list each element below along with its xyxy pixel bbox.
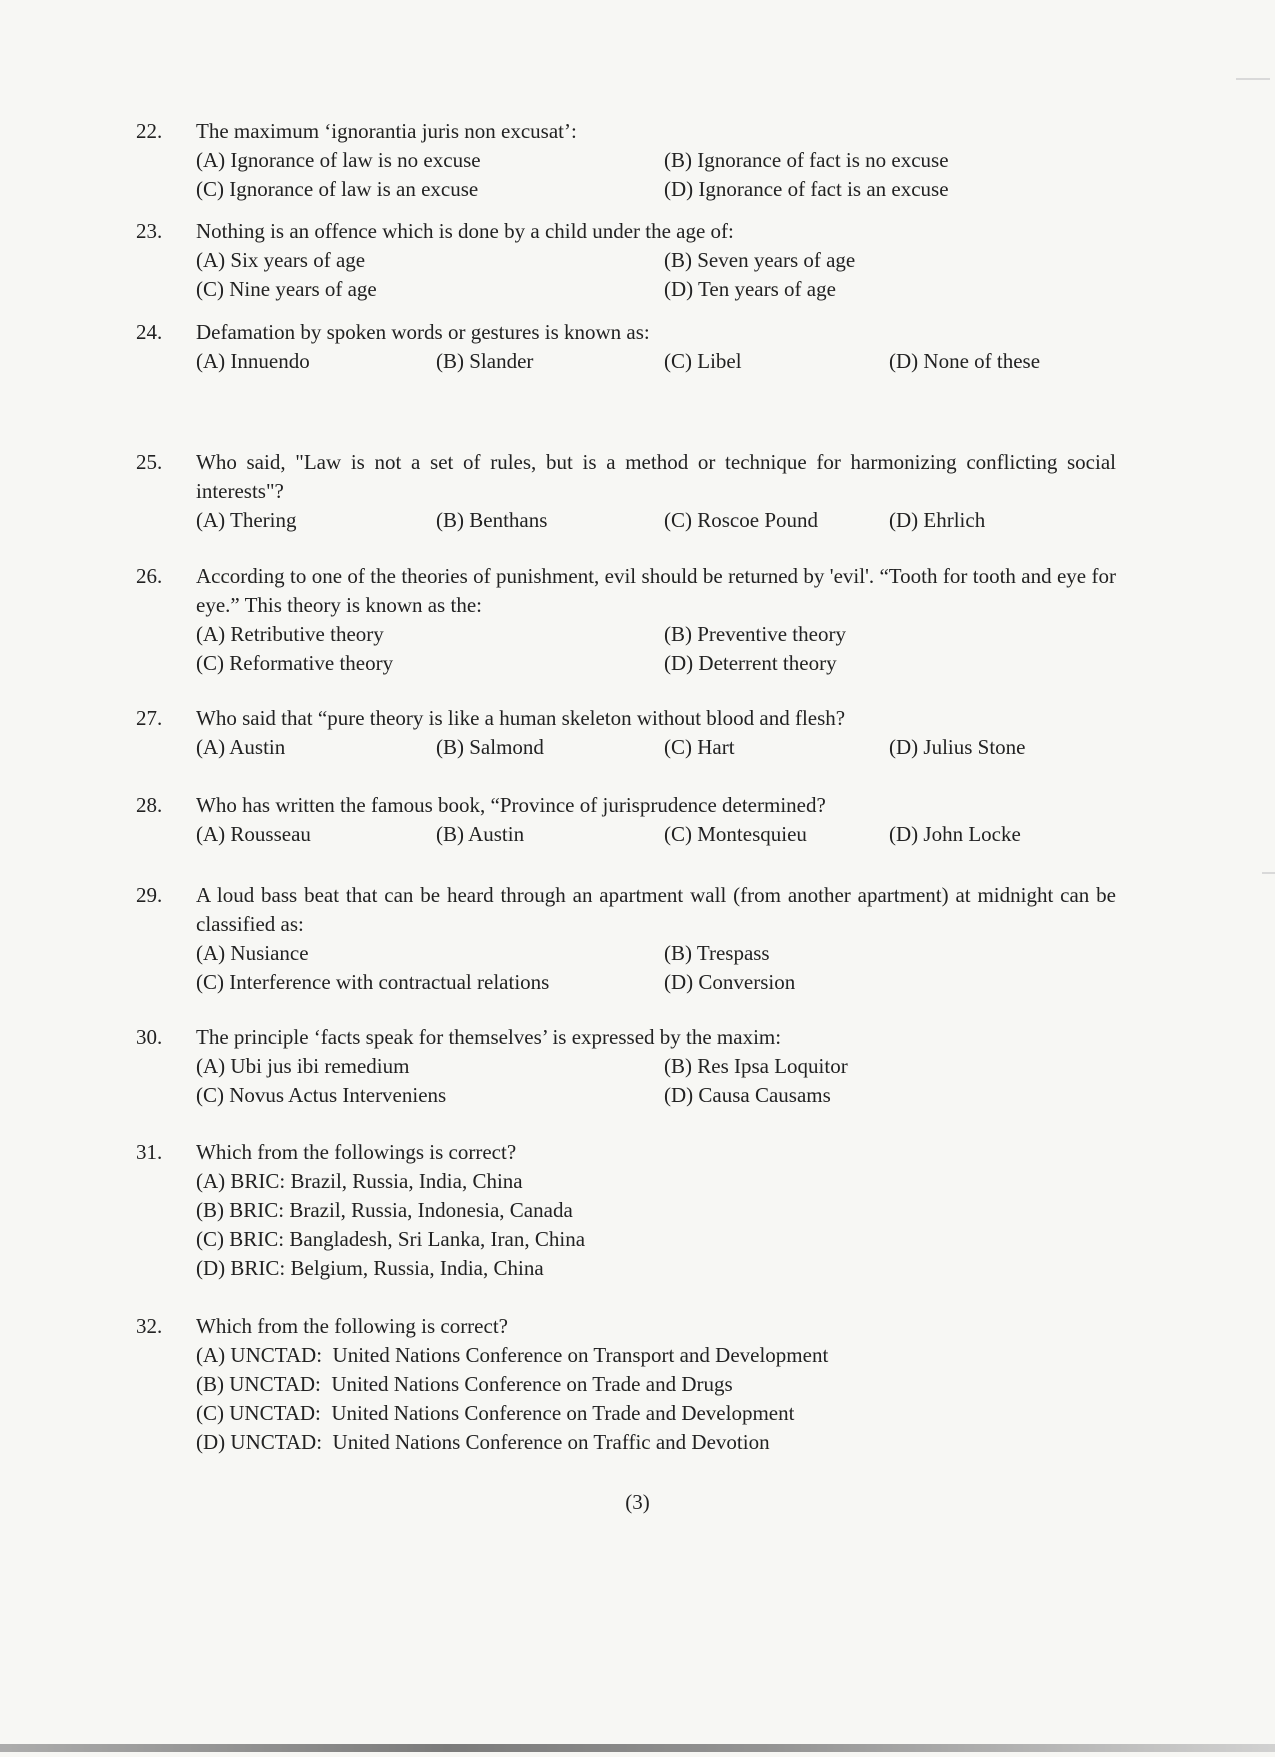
question-27: [136, 704, 1116, 762]
question-number: 29.: [136, 883, 163, 907]
option-c: (C) Reformative theory: [196, 651, 394, 675]
option-d: (D) Julius Stone: [889, 735, 1026, 759]
option-a: (A) BRIC: Brazil, Russia, India, China: [196, 1169, 523, 1193]
option-a: (A) Thering: [196, 508, 297, 532]
option-c: (C) Hart: [664, 735, 735, 759]
option-d: (D) Ehrlich: [889, 508, 986, 532]
question-29: [136, 881, 1116, 997]
question-number: 26.: [136, 564, 163, 588]
question-stem: Who has written the famous book, “Province of jurisprudence determined?: [196, 793, 826, 817]
option-b: (B) Res Ipsa Loquitor: [664, 1054, 848, 1078]
question-number: 32.: [136, 1314, 163, 1338]
option-a: (A) Six years of age: [196, 248, 366, 272]
option-b: (B) Benthans: [436, 508, 548, 532]
question-number: 25.: [136, 450, 163, 474]
option-b: (B) Austin: [436, 822, 525, 846]
option-b: (B) Ignorance of fact is no excuse: [664, 148, 949, 172]
option-c: (C) Montesquieu: [664, 822, 807, 846]
question-23: [136, 217, 1116, 304]
option-b: (B) Seven years of age: [664, 248, 856, 272]
option-d: (D) Causa Causams: [664, 1083, 831, 1107]
option-d: (D) Ten years of age: [664, 277, 836, 301]
question-number: 24.: [136, 320, 163, 344]
question-28: [136, 791, 1116, 849]
option-a: (A) Ubi jus ibi remedium: [196, 1054, 410, 1078]
option-b: (B) UNCTAD: United Nations Conference on Trade and Drugs: [196, 1372, 733, 1396]
question-number: 27.: [136, 706, 163, 730]
question-stem: Which from the following is correct?: [196, 1314, 508, 1338]
option-a: (A) Retributive theory: [196, 622, 384, 646]
option-d: (D) None of these: [889, 349, 1041, 373]
option-c: (C) BRIC: Bangladesh, Sri Lanka, Iran, China: [196, 1227, 586, 1251]
option-a: (A) Innuendo: [196, 349, 310, 373]
question-stem: Nothing is an offence which is done by a child under the age of:: [196, 219, 734, 243]
option-c: (C) Interference with contractual relations: [196, 970, 550, 994]
option-a: (A) Rousseau: [196, 822, 311, 846]
question-31: [136, 1138, 1116, 1283]
scan-mark: [1236, 78, 1270, 80]
question-stem: A loud bass beat that can be heard through an apartment wall (from another apartment) at midnight can be classified as:: [196, 883, 1116, 936]
option-a: (A) Ignorance of law is no excuse: [196, 148, 481, 172]
scan-bottom-edge: [0, 1744, 1275, 1752]
option-c: (C) Novus Actus Interveniens: [196, 1083, 447, 1107]
question-stem: The maximum ‘ignorantia juris non excusat’:: [196, 119, 577, 143]
option-d: (D) BRIC: Belgium, Russia, India, China: [196, 1256, 544, 1280]
scan-mark: [1262, 872, 1275, 874]
option-d: (D) Deterrent theory: [664, 651, 837, 675]
option-c: (C) Roscoe Pound: [664, 508, 818, 532]
option-d: (D) UNCTAD: United Nations Conference on Traffic and Devotion: [196, 1430, 770, 1454]
option-c: (C) Libel: [664, 349, 742, 373]
question-number: 22.: [136, 119, 163, 143]
question-stem: According to one of the theories of punishment, evil should be returned by 'evil'. “Tooth for tooth and eye for eye.” This theory is known as the:: [196, 564, 1116, 617]
option-c: (C) Ignorance of law is an excuse: [196, 177, 479, 201]
question-32: [136, 1312, 1116, 1457]
question-number: 31.: [136, 1140, 163, 1164]
question-number: 23.: [136, 219, 163, 243]
option-b: (B) Slander: [436, 349, 534, 373]
question-stem: Defamation by spoken words or gestures is known as:: [196, 320, 650, 344]
question-25: [136, 448, 1116, 535]
question-30: [136, 1023, 1116, 1110]
question-26: [136, 562, 1116, 678]
question-number: 30.: [136, 1025, 163, 1049]
option-a: (A) UNCTAD: United Nations Conference on Transport and Development: [196, 1343, 829, 1367]
question-22: [136, 117, 1116, 204]
question-stem: The principle ‘facts speak for themselves’ is expressed by the maxim:: [196, 1025, 782, 1049]
option-a: (A) Austin: [196, 735, 286, 759]
question-stem: Who said, "Law is not a set of rules, but is a method or technique for harmonizing conflicting social interests"?: [196, 450, 1116, 503]
option-d: (D) Conversion: [664, 970, 796, 994]
option-a: (A) Nusiance: [196, 941, 309, 965]
option-b: (B) Salmond: [436, 735, 544, 759]
question-stem: Which from the followings is correct?: [196, 1140, 517, 1164]
question-number: 28.: [136, 793, 163, 817]
question-stem: Who said that “pure theory is like a human skeleton without blood and flesh?: [196, 706, 846, 730]
question-24: [136, 318, 1116, 376]
option-d: (D) Ignorance of fact is an excuse: [664, 177, 949, 201]
option-d: (D) John Locke: [889, 822, 1021, 846]
option-b: (B) BRIC: Brazil, Russia, Indonesia, Canada: [196, 1198, 573, 1222]
option-c: (C) Nine years of age: [196, 277, 377, 301]
page-number: (3): [625, 1490, 650, 1514]
option-c: (C) UNCTAD: United Nations Conference on Trade and Development: [196, 1401, 795, 1425]
option-b: (B) Preventive theory: [664, 622, 846, 646]
option-b: (B) Trespass: [664, 941, 770, 965]
